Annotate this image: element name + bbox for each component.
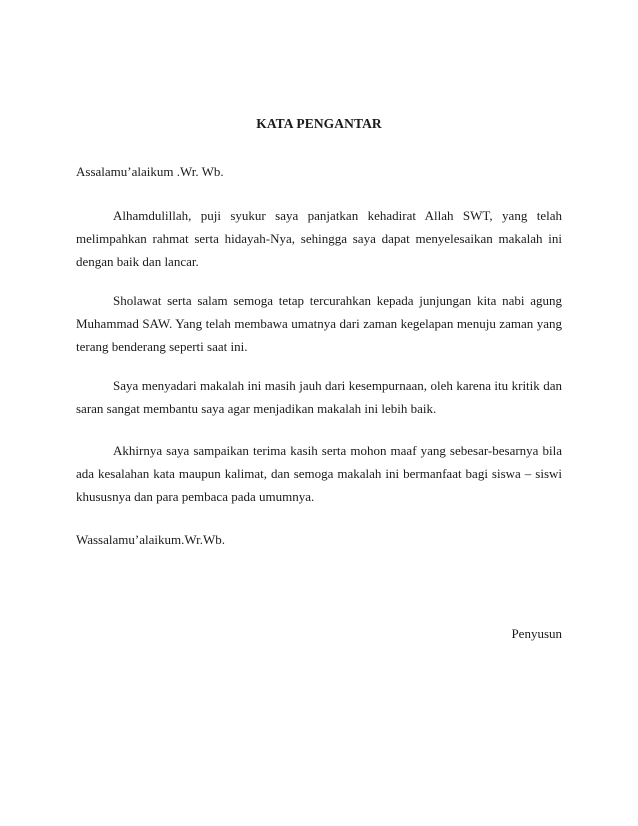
paragraph-sholawat: Sholawat serta salam semoga tetap tercurahkan kepada junjungan kita nabi agung Muhammad SAW. Yang telah membawa umatnya dari zaman kegelapan menuju zaman yang terang benderang seperti saat ini. <box>76 293 562 354</box>
paragraph-thanks: Akhirnya saya sampaikan terima kasih serta mohon maaf yang sebesar-besarnya bila ada kesalahan kata maupun kalimat, dan semoga makalah ini bermanfaat bagi siswa – siswi khususnya dan para pembaca pada umumnya. <box>76 443 562 504</box>
signature-author: Penyusun <box>511 626 562 641</box>
paragraph-gratitude: Alhamdulillah, puji syukur saya panjatkan kehadirat Allah SWT, yang telah melimpahkan rahmat serta hidayah-Nya, sehingga saya dapat menyelesaikan makalah ini dengan baik dan lancar. <box>76 208 562 269</box>
document-title: KATA PENGANTAR <box>256 116 382 131</box>
closing-line: Wassalamu’alaikum.Wr.Wb. <box>76 532 225 547</box>
paragraph-critique: Saya menyadari makalah ini masih jauh dari kesempurnaan, oleh karena itu kritik dan saran sangat membantu saya agar menjadikan makalah ini lebih baik. <box>76 378 562 416</box>
greeting-line: Assalamu’alaikum .Wr. Wb. <box>76 164 224 179</box>
